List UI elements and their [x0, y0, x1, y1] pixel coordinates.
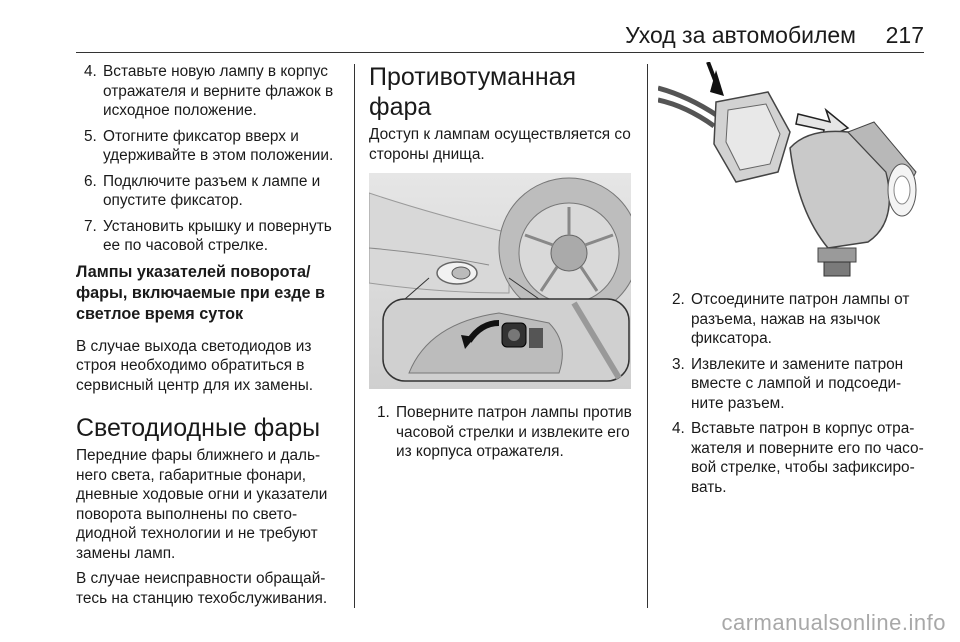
step-number: 1. [377, 404, 390, 421]
fog-lamp-illustration [369, 173, 631, 389]
paragraph: Передние фары ближнего и дальнего света, габаритные фонари, дневные ходовые огни и указатели поворота выполнены по светодиодной технологии и не требуют замены ламп. [76, 447, 328, 562]
step-text: Подключите разъем к лампе и опустите фиксатор. [103, 172, 321, 209]
column-middle [369, 62, 633, 468]
step-text: Извлеките и замените патрон вместе с лампой и подсоедините разъем. [691, 355, 904, 412]
section-heading: Светодиодные фары [76, 414, 321, 442]
paragraph: Доступ к лампам осуществляется со стороны днища. [369, 126, 631, 163]
step-number: 4. [84, 63, 97, 80]
step-item [76, 62, 344, 121]
step-item [76, 217, 344, 256]
bulb-socket-illustration [658, 62, 924, 280]
step-text: Вставьте новую лампу в корпус отражателя и верните флажок в исходное положение. [103, 63, 334, 119]
step-item [369, 403, 633, 462]
step-number: 7. [84, 217, 97, 235]
column-divider-1 [354, 64, 355, 608]
step-item [664, 290, 928, 349]
subsection-heading: Лампы указателей поворота/фары, включаемые при езде в светлое время суток [76, 262, 325, 323]
column-divider-2 [647, 64, 648, 608]
step-item [664, 419, 928, 497]
step-number: 5. [84, 127, 97, 145]
step-number: 2. [672, 291, 685, 308]
step-text: Отогните фиксатор вверх и удерживайте в этом положении. [103, 127, 334, 164]
step-item [76, 127, 344, 166]
page-header [0, 0, 960, 52]
step-text: Установить крышку и повернуть ее по часовой стрелке. [103, 217, 332, 254]
step-number: 4. [672, 420, 685, 437]
step-item [76, 172, 344, 211]
step-text: Отсоедините патрон лампы от разъема, нажав на язычок фиксатора. [691, 291, 910, 347]
header-rule [76, 52, 924, 53]
watermark: carmanualsonline.info [721, 610, 946, 635]
step-text: Вставьте патрон в корпус отражателя и поверните его по часовой стрелке, чтобы зафиксировать. [691, 420, 924, 496]
step-item [664, 355, 928, 414]
step-text: Поверните патрон лампы против часовой стрелки и извлеките его из корпуса отражателя. [396, 404, 632, 460]
page-number: 217 [885, 22, 924, 48]
step-number: 6. [84, 172, 97, 190]
step-number: 3. [672, 355, 685, 373]
section-heading: Противотуманная фара [369, 63, 577, 121]
paragraph: В случае неисправности обращайтесь на станцию техобслуживания. [76, 570, 328, 607]
column-left [76, 62, 344, 614]
section-title: Уход за автомобилем [625, 22, 856, 48]
paragraph: В случае выхода светодиодов из строя необходимо обратиться в сервисный центр для их замены. [76, 337, 314, 394]
column-right [664, 62, 928, 503]
